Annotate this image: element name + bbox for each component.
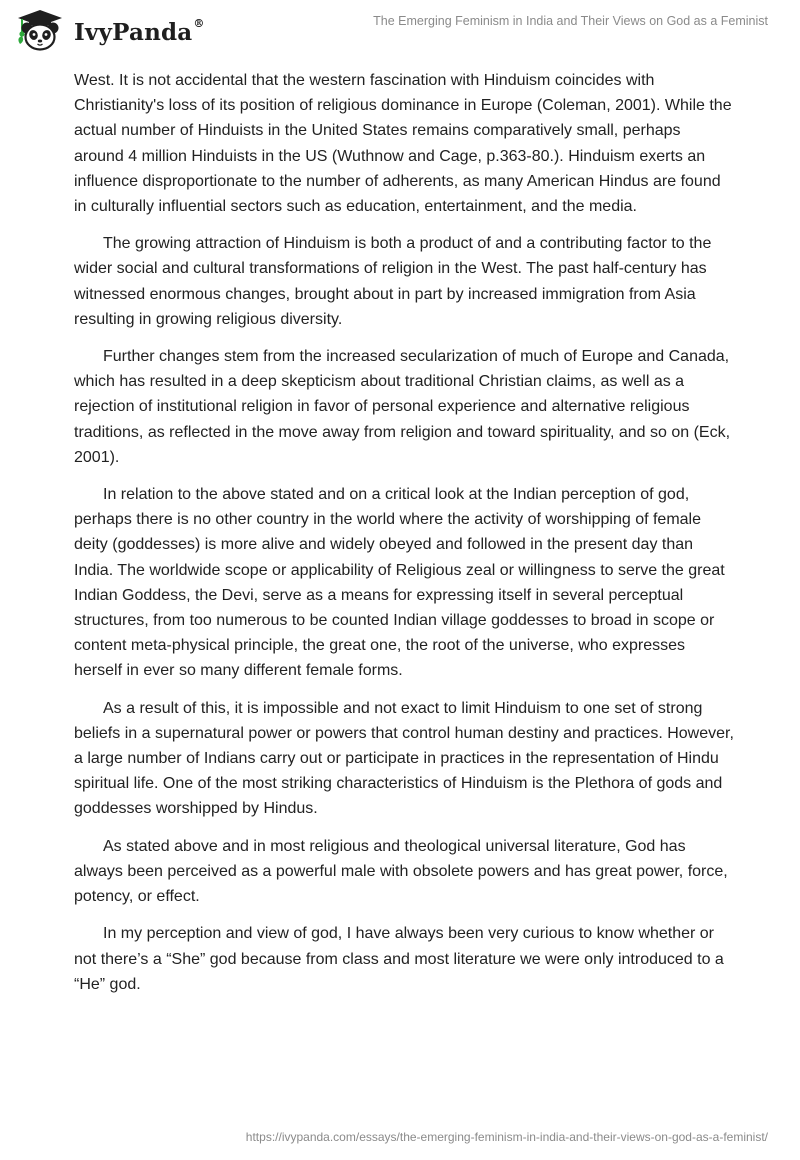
ivypanda-logo[interactable] — [14, 8, 205, 52]
essay-body — [74, 68, 734, 1009]
paragraph: In my perception and view of god, I have always been very curious to know whether or not there’s a “She” god because from class and most literature we were only introduced to a “He” god. — [74, 925, 724, 993]
panda-graduation-cap-icon — [14, 8, 66, 52]
brand-name: IvyPanda® — [74, 16, 205, 46]
source-url-link[interactable]: https://ivypanda.com/essays/the-emerging-feminism-in-india-and-their-views-on-god-as-a-feminist/ — [245, 1130, 768, 1144]
page-header — [0, 0, 800, 60]
paragraph: The growing attraction of Hinduism is both a product of and a contributing factor to the wider social and cultural transformations of religion in the West. The past half-century has witnessed enormous changes, brought about in part by increased immigration from Asia resulting in growing religious diversity. — [74, 235, 712, 328]
paragraph: In relation to the above stated and on a critical look at the Indian perception of god, perhaps there is no other country in the world where the activity of worshipping of female deity (goddesses) is more alive and widely obeyed and followed in the present day than India. The worldwide scope or applicability of Religious zeal or willingness to serve the great Indian Goddess, the Devi, serve as a means for expressing itself in several perceptual structures, from too numerous to be counted Indian village goddesses to broad in scope or content meta-physical principle, the great one, the root of the universe, who expresses herself in ever so many different female forms. — [74, 486, 725, 680]
paragraph: West. It is not accidental that the western fascination with Hinduism coincides with Christianity's loss of its position of religious dominance in Europe (Coleman, 2001). While the actual number of Hinduists in the United States remains comparatively small, perhaps around 4 million Hinduists in the US (Wuthnow and Cage, p.363-80.). Hinduism exerts an influence disproportionate to the number of adherents, as many American Hindus are found in culturally influential sectors such as education, entertainment, and the media. — [74, 72, 732, 216]
registered-mark: ® — [193, 16, 205, 30]
paragraph: As stated above and in most religious and theological universal literature, God has always been perceived as a powerful male with obsolete powers and has great power, force, potency, or effect. — [74, 837, 728, 906]
paragraph: Further changes stem from the increased secularization of much of Europe and Canada, which has resulted in a deep skepticism about traditional Christian claims, as well as a rejection of institutional religion in favor of personal experience and alternative religious traditions, as reflected in the move away from religion and toward spirituality, and so on (Eck, 2001). — [74, 348, 731, 466]
document-title: The Emerging Feminism in India and Their Views on God as a Feminist — [373, 14, 768, 28]
paragraph: As a result of this, it is impossible and not exact to limit Hinduism to one set of strong beliefs in a supernatural power or powers that control human destiny and practices. However, a large number of Indians carry out or participate in practices in the representation of Hindu spiritual life. One of the most striking characteristics of Hinduism is the Plethora of gods and goddesses worshipped by Hindus. — [74, 699, 734, 818]
